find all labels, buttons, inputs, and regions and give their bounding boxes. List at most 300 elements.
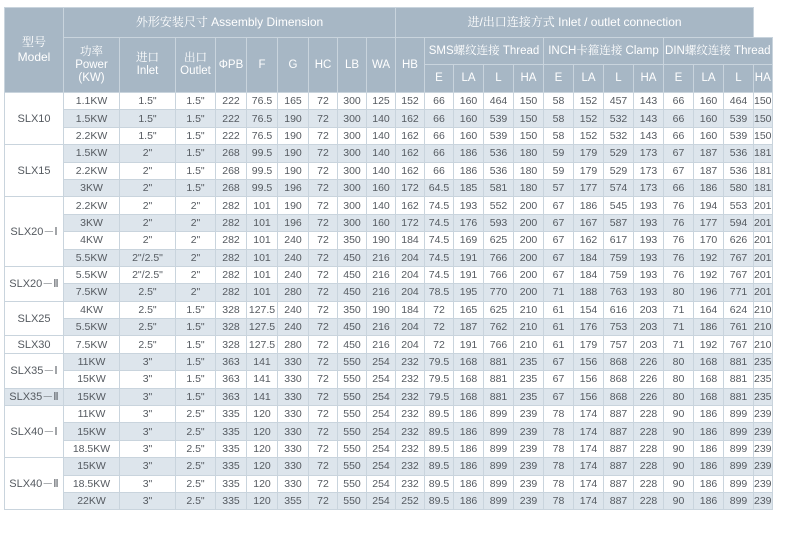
table-cell: 228 xyxy=(634,475,664,492)
table-cell: 168 xyxy=(694,388,724,405)
table-cell: 186 xyxy=(694,492,724,509)
table-cell: 887 xyxy=(604,423,634,440)
table-cell: 899 xyxy=(724,475,754,492)
table-cell: 164 xyxy=(694,301,724,318)
table-cell: 2.5" xyxy=(176,458,216,475)
table-cell: 2" xyxy=(176,284,216,301)
table-cell: 193 xyxy=(634,232,664,249)
table-cell: 179 xyxy=(574,162,604,179)
table-cell: 536 xyxy=(724,145,754,162)
table-cell: 226 xyxy=(634,371,664,388)
table-cell: 2.5" xyxy=(176,440,216,457)
table-cell: 300 xyxy=(338,179,367,196)
table-cell: 162 xyxy=(396,110,425,127)
table-cell: 3" xyxy=(120,458,176,475)
table-cell: 186 xyxy=(694,475,724,492)
table-cell: 201 xyxy=(754,232,773,249)
table-cell: 15KW xyxy=(64,388,120,405)
table-cell: 3" xyxy=(120,388,176,405)
assembly-dimension-header: 外形安装尺寸 Assembly Dimension xyxy=(64,8,396,38)
inlet-header xyxy=(120,38,176,93)
table-cell: 193 xyxy=(634,197,664,214)
table-cell: 1.5" xyxy=(176,179,216,196)
table-cell: 228 xyxy=(634,458,664,475)
table-cell: 529 xyxy=(604,145,634,162)
table-cell: 67 xyxy=(544,249,574,266)
table-cell: 2.2KW xyxy=(64,197,120,214)
table-cell: 150 xyxy=(514,127,544,144)
table-cell: 186 xyxy=(694,423,724,440)
table-cell: 282 xyxy=(216,197,247,214)
table-cell: 22KW xyxy=(64,492,120,509)
table-cell: 282 xyxy=(216,214,247,231)
table-cell: 235 xyxy=(754,353,773,370)
table-cell: 141 xyxy=(247,353,278,370)
table-cell: 66 xyxy=(425,110,454,127)
table-row xyxy=(5,371,773,388)
table-cell: 2" xyxy=(176,266,216,283)
table-cell: 101 xyxy=(247,232,278,249)
table-cell: 71 xyxy=(664,319,694,336)
table-cell: 66 xyxy=(425,93,454,110)
table-cell: 232 xyxy=(396,458,425,475)
table-cell: 71 xyxy=(664,301,694,318)
table-cell: 539 xyxy=(724,110,754,127)
table-cell: 66 xyxy=(664,93,694,110)
table-row xyxy=(5,423,773,440)
inlet-header-cn: 进口 xyxy=(136,52,159,64)
table-cell: 72 xyxy=(309,492,338,509)
table-cell: 232 xyxy=(396,406,425,423)
table-cell: 74.5 xyxy=(425,197,454,214)
table-cell: 196 xyxy=(694,284,724,301)
table-cell: 66 xyxy=(664,110,694,127)
power-header-en: Power xyxy=(75,58,108,71)
table-cell: 160 xyxy=(367,214,396,231)
table-cell: 210 xyxy=(514,336,544,353)
table-row xyxy=(5,319,773,336)
table-cell: 168 xyxy=(454,388,484,405)
table-cell: 72 xyxy=(309,179,338,196)
table-cell: 200 xyxy=(514,197,544,214)
table-cell: 72 xyxy=(309,110,338,127)
table-cell: 76 xyxy=(664,249,694,266)
table-cell: 67 xyxy=(664,145,694,162)
table-cell: 2" xyxy=(120,145,176,162)
sms-l-header: L xyxy=(484,65,514,93)
table-cell: 552 xyxy=(484,197,514,214)
table-cell: 59 xyxy=(544,145,574,162)
table-cell: 280 xyxy=(278,336,309,353)
table-cell: 335 xyxy=(216,423,247,440)
table-cell: 168 xyxy=(454,353,484,370)
table-cell: 210 xyxy=(754,319,773,336)
table-cell: 2.5" xyxy=(176,492,216,509)
table-cell: 173 xyxy=(634,179,664,196)
table-cell: 539 xyxy=(724,127,754,144)
table-cell: 539 xyxy=(484,110,514,127)
table-cell: 1.5KW xyxy=(64,145,120,162)
table-cell: 2.2KW xyxy=(64,162,120,179)
table-cell: 57 xyxy=(544,179,574,196)
table-cell: 335 xyxy=(216,492,247,509)
table-cell: 160 xyxy=(454,93,484,110)
table-cell: 624 xyxy=(724,301,754,318)
table-cell: 235 xyxy=(754,371,773,388)
table-cell: 766 xyxy=(484,266,514,283)
table-cell: 550 xyxy=(338,423,367,440)
table-cell: 239 xyxy=(514,440,544,457)
table-cell: 228 xyxy=(634,406,664,423)
sms-thread-header: SMS螺纹连接 Thread xyxy=(425,38,544,65)
table-cell: 186 xyxy=(454,162,484,179)
table-cell: 240 xyxy=(278,319,309,336)
table-cell: 203 xyxy=(634,301,664,318)
table-cell: 201 xyxy=(754,284,773,301)
table-cell: 335 xyxy=(216,475,247,492)
outlet-header xyxy=(176,38,216,93)
table-cell: 200 xyxy=(514,266,544,283)
outlet-header-cn: 出口 xyxy=(184,52,207,64)
table-cell: 190 xyxy=(367,301,396,318)
table-cell: 78 xyxy=(544,458,574,475)
table-cell: 240 xyxy=(278,249,309,266)
table-cell: 268 xyxy=(216,145,247,162)
table-cell: 156 xyxy=(574,353,604,370)
table-cell: 90 xyxy=(664,475,694,492)
table-cell: 1.5" xyxy=(176,319,216,336)
table-cell: 532 xyxy=(604,110,634,127)
table-cell: 152 xyxy=(574,93,604,110)
table-cell: 759 xyxy=(604,249,634,266)
table-cell: 170 xyxy=(694,232,724,249)
table-cell: 127.5 xyxy=(247,336,278,353)
table-cell: 536 xyxy=(484,145,514,162)
table-cell: 18.5KW xyxy=(64,440,120,457)
table-cell: 99.5 xyxy=(247,145,278,162)
table-cell: 235 xyxy=(514,388,544,405)
table-cell: 536 xyxy=(724,162,754,179)
table-cell: 72 xyxy=(425,319,454,336)
table-cell: 899 xyxy=(724,492,754,509)
table-cell: 72 xyxy=(309,319,338,336)
table-cell: 300 xyxy=(338,110,367,127)
table-cell: 216 xyxy=(367,319,396,336)
dim-header-lb: LB xyxy=(338,38,367,93)
table-cell: 80 xyxy=(664,353,694,370)
table-cell: 228 xyxy=(634,440,664,457)
table-cell: 763 xyxy=(604,284,634,301)
table-cell: 186 xyxy=(694,319,724,336)
table-cell: 78.5 xyxy=(425,284,454,301)
table-cell: 67 xyxy=(544,214,574,231)
table-cell: 625 xyxy=(484,301,514,318)
table-cell: 89.5 xyxy=(425,406,454,423)
table-cell: 532 xyxy=(604,127,634,144)
table-cell: 1.5" xyxy=(176,301,216,318)
table-cell: 282 xyxy=(216,284,247,301)
table-cell: 173 xyxy=(634,162,664,179)
table-cell: 99.5 xyxy=(247,162,278,179)
table-cell: 192 xyxy=(694,266,724,283)
table-cell: 282 xyxy=(216,249,247,266)
table-cell: 186 xyxy=(454,423,484,440)
table-cell: 5.5KW xyxy=(64,319,120,336)
table-cell: 254 xyxy=(367,458,396,475)
table-cell: 76 xyxy=(664,214,694,231)
table-cell: 550 xyxy=(338,371,367,388)
table-cell: 2" xyxy=(120,179,176,196)
table-cell: 545 xyxy=(604,197,634,214)
table-cell: 1.5" xyxy=(120,110,176,127)
table-cell: 239 xyxy=(754,458,773,475)
power-header-unit: (KW) xyxy=(78,71,105,84)
table-cell: 228 xyxy=(634,492,664,509)
table-cell: 177 xyxy=(694,214,724,231)
assembly-dimension-table xyxy=(4,7,773,510)
table-cell: 176 xyxy=(454,214,484,231)
table-cell: 222 xyxy=(216,127,247,144)
table-cell: 160 xyxy=(694,110,724,127)
table-cell: 581 xyxy=(484,179,514,196)
table-cell: 450 xyxy=(338,336,367,353)
table-cell: 1.5KW xyxy=(64,110,120,127)
table-cell: 90 xyxy=(664,492,694,509)
table-cell: 2.5" xyxy=(120,301,176,318)
spec-table-wrapper xyxy=(4,7,773,510)
table-cell: 72 xyxy=(309,249,338,266)
table-cell: 89.5 xyxy=(425,440,454,457)
table-cell: 185 xyxy=(454,179,484,196)
table-cell: 1.5" xyxy=(176,162,216,179)
table-cell: 190 xyxy=(278,145,309,162)
table-cell: 239 xyxy=(514,406,544,423)
table-cell: 550 xyxy=(338,406,367,423)
table-cell: 300 xyxy=(338,127,367,144)
table-cell: 72 xyxy=(309,214,338,231)
inlet-header-en: Inlet xyxy=(136,65,159,77)
table-cell: 232 xyxy=(396,423,425,440)
table-cell: 191 xyxy=(454,266,484,283)
table-cell: 254 xyxy=(367,475,396,492)
table-cell: 328 xyxy=(216,319,247,336)
table-cell: 156 xyxy=(574,388,604,405)
table-cell: 330 xyxy=(278,371,309,388)
table-cell: 881 xyxy=(484,371,514,388)
table-cell: 193 xyxy=(634,249,664,266)
table-cell: 150 xyxy=(754,127,773,144)
table-row xyxy=(5,110,773,127)
table-cell: 2.5" xyxy=(176,423,216,440)
sms-e-header: E xyxy=(425,65,454,93)
table-cell: 74.5 xyxy=(425,249,454,266)
table-cell: 328 xyxy=(216,301,247,318)
table-cell: 2.5" xyxy=(176,475,216,492)
table-cell: 757 xyxy=(604,336,634,353)
table-cell: 216 xyxy=(367,249,396,266)
table-cell: 180 xyxy=(514,145,544,162)
table-cell: 2" xyxy=(120,162,176,179)
table-cell: 184 xyxy=(574,249,604,266)
table-cell: 239 xyxy=(754,440,773,457)
table-cell: 2" xyxy=(176,214,216,231)
table-cell: 887 xyxy=(604,475,634,492)
table-cell: 330 xyxy=(278,440,309,457)
table-cell: 15KW xyxy=(64,371,120,388)
table-cell: 191 xyxy=(454,249,484,266)
table-cell: 181 xyxy=(754,162,773,179)
table-cell: 160 xyxy=(694,127,724,144)
table-cell: 216 xyxy=(367,336,396,353)
table-cell: 887 xyxy=(604,458,634,475)
table-cell: 156 xyxy=(574,371,604,388)
table-cell: 239 xyxy=(754,475,773,492)
table-cell: 11KW xyxy=(64,353,120,370)
table-cell: 464 xyxy=(724,93,754,110)
table-cell: 239 xyxy=(514,423,544,440)
table-row xyxy=(5,249,773,266)
table-cell: 616 xyxy=(604,301,634,318)
table-cell: 190 xyxy=(278,127,309,144)
table-cell: 200 xyxy=(514,214,544,231)
table-cell: 335 xyxy=(216,440,247,457)
table-row xyxy=(5,458,773,475)
dim-header-wa: WA xyxy=(367,38,396,93)
table-cell: 72 xyxy=(309,440,338,457)
table-row xyxy=(5,232,773,249)
table-cell: 239 xyxy=(754,423,773,440)
table-cell: 184 xyxy=(396,301,425,318)
table-cell: 881 xyxy=(484,388,514,405)
table-cell: 101 xyxy=(247,197,278,214)
table-cell: 58 xyxy=(544,110,574,127)
table-cell: 280 xyxy=(278,284,309,301)
table-cell: 762 xyxy=(484,319,514,336)
table-cell: 186 xyxy=(454,492,484,509)
table-cell: 300 xyxy=(338,214,367,231)
table-cell: 767 xyxy=(724,336,754,353)
dim-header-hb: HB xyxy=(396,38,425,93)
table-cell: 200 xyxy=(514,284,544,301)
table-cell: 143 xyxy=(634,127,664,144)
table-cell: 2.5" xyxy=(120,336,176,353)
table-cell: 78 xyxy=(544,423,574,440)
table-cell: 174 xyxy=(574,406,604,423)
table-cell: 78 xyxy=(544,492,574,509)
table-cell: 7.5KW xyxy=(64,284,120,301)
table-cell: 580 xyxy=(724,179,754,196)
table-cell: 195 xyxy=(454,284,484,301)
table-cell: 1.5" xyxy=(120,127,176,144)
table-cell: 160 xyxy=(454,110,484,127)
table-cell: 300 xyxy=(338,197,367,214)
table-cell: 350 xyxy=(338,301,367,318)
table-cell: 216 xyxy=(367,284,396,301)
table-header xyxy=(5,8,773,93)
table-cell: 626 xyxy=(724,232,754,249)
table-cell: 3" xyxy=(120,423,176,440)
table-cell: 174 xyxy=(574,492,604,509)
table-cell: 143 xyxy=(634,110,664,127)
table-cell: 71 xyxy=(544,284,574,301)
table-cell: 899 xyxy=(484,423,514,440)
table-cell: 61 xyxy=(544,301,574,318)
table-cell: 899 xyxy=(724,440,754,457)
table-cell: 881 xyxy=(484,353,514,370)
table-cell: 2.5" xyxy=(120,284,176,301)
table-cell: 162 xyxy=(396,145,425,162)
table-cell: 536 xyxy=(484,162,514,179)
table-cell: 143 xyxy=(634,93,664,110)
model-cell: SLX25 xyxy=(5,301,64,336)
dim-header-pb: ΦPB xyxy=(216,38,247,93)
table-cell: 72 xyxy=(309,162,338,179)
table-cell: 254 xyxy=(367,353,396,370)
model-header-cn: 型号 xyxy=(21,35,46,49)
dim-header-f: F xyxy=(247,38,278,93)
table-cell: 254 xyxy=(367,388,396,405)
table-cell: 152 xyxy=(396,93,425,110)
table-cell: 190 xyxy=(278,162,309,179)
table-cell: 363 xyxy=(216,388,247,405)
inch-ha-header: HA xyxy=(634,65,664,93)
table-cell: 254 xyxy=(367,492,396,509)
table-cell: 330 xyxy=(278,423,309,440)
table-cell: 254 xyxy=(367,371,396,388)
table-cell: 239 xyxy=(754,406,773,423)
table-cell: 72 xyxy=(309,336,338,353)
table-cell: 101 xyxy=(247,284,278,301)
table-cell: 204 xyxy=(396,249,425,266)
table-cell: 767 xyxy=(724,266,754,283)
table-cell: 210 xyxy=(514,319,544,336)
table-cell: 1.5" xyxy=(176,93,216,110)
table-cell: 193 xyxy=(454,197,484,214)
table-cell: 239 xyxy=(754,492,773,509)
table-cell: 160 xyxy=(694,93,724,110)
table-cell: 72 xyxy=(309,232,338,249)
table-cell: 550 xyxy=(338,475,367,492)
table-cell: 174 xyxy=(574,440,604,457)
table-cell: 162 xyxy=(574,232,604,249)
table-cell: 1.5" xyxy=(176,127,216,144)
model-header-en: Model xyxy=(17,50,51,64)
table-cell: 165 xyxy=(278,93,309,110)
table-row xyxy=(5,284,773,301)
table-cell: 228 xyxy=(634,423,664,440)
table-cell: 4KW xyxy=(64,301,120,318)
table-cell: 194 xyxy=(694,197,724,214)
table-cell: 1.5" xyxy=(176,371,216,388)
table-cell: 176 xyxy=(574,319,604,336)
table-cell: 550 xyxy=(338,388,367,405)
table-cell: 868 xyxy=(604,371,634,388)
table-cell: 3" xyxy=(120,371,176,388)
table-cell: 3" xyxy=(120,353,176,370)
table-row xyxy=(5,127,773,144)
table-cell: 232 xyxy=(396,371,425,388)
table-cell: 899 xyxy=(484,475,514,492)
table-cell: 90 xyxy=(664,458,694,475)
table-cell: 72 xyxy=(309,353,338,370)
table-cell: 192 xyxy=(694,336,724,353)
table-cell: 240 xyxy=(278,301,309,318)
table-cell: 2.5" xyxy=(120,319,176,336)
table-cell: 89.5 xyxy=(425,423,454,440)
table-cell: 61 xyxy=(544,336,574,353)
table-row xyxy=(5,440,773,457)
table-cell: 72 xyxy=(309,371,338,388)
